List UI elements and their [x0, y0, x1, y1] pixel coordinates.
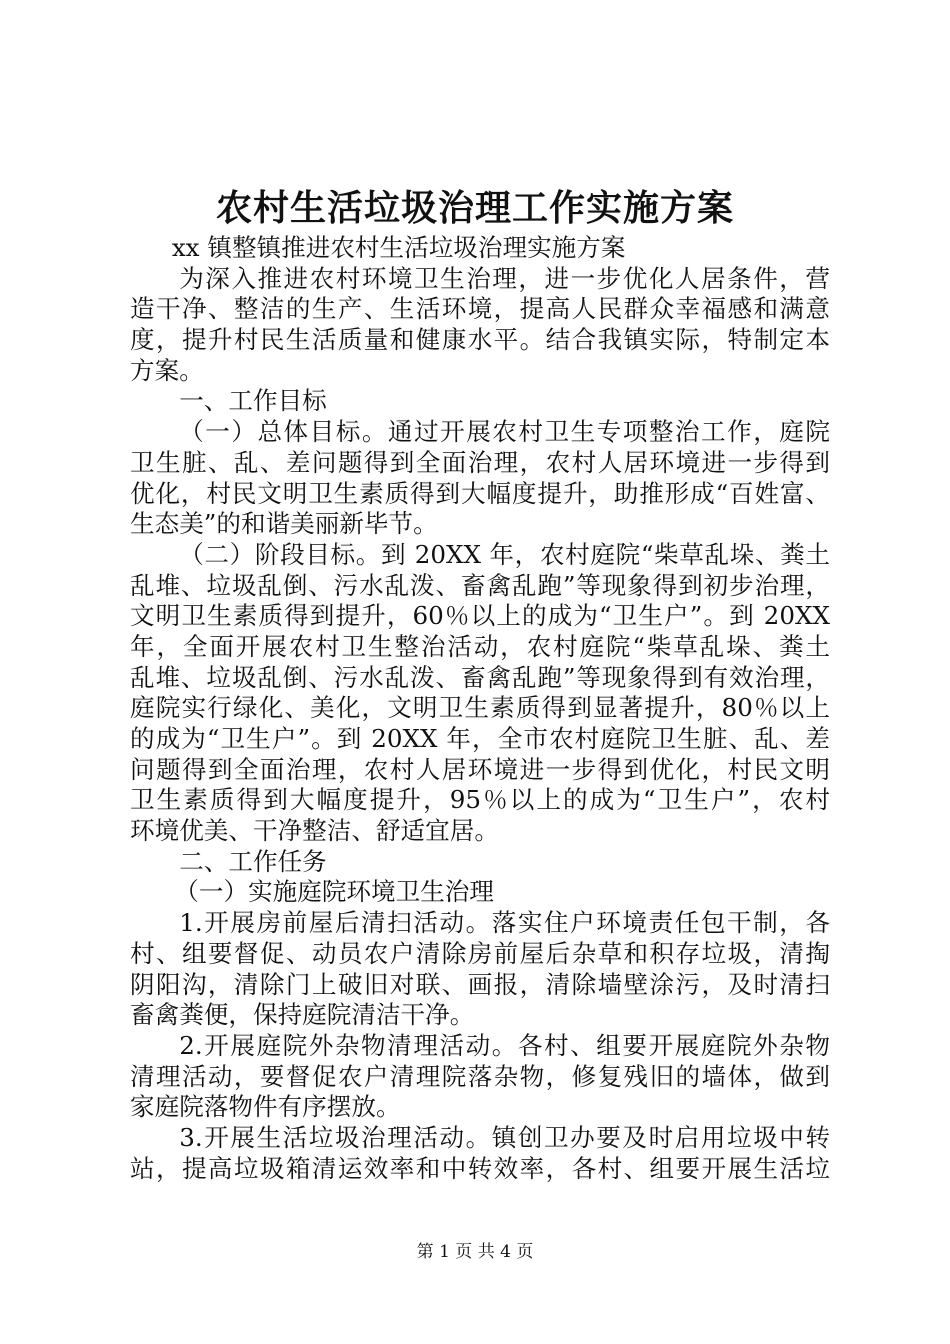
text-line: 阴阳沟，清除门上破旧对联、画报，清除墙壁涂污，及时清扫: [130, 969, 830, 999]
text-line: 度，提升村民生活质量和健康水平。结合我镇实际，特制定本: [130, 325, 830, 355]
text-line: 方案。: [130, 355, 204, 385]
text-line: 卫生素质得到大幅度提升，95％以上的成为“卫生户”，农村: [130, 785, 830, 815]
text-line: 生态美”的和谐美丽新毕节。: [130, 509, 438, 539]
text-line: 乱堆、垃圾乱倒、污水乱泼、畜禽乱跑”等现象得到有效治理，: [130, 662, 830, 692]
text-line: 为深入推进农村环境卫生治理，进一步优化人居条件，营: [179, 263, 830, 293]
text-line: 造干净、整洁的生产、生活环境，提高人民群众幸福感和满意: [130, 294, 830, 324]
text-line: 问题得到全面治理，农村人居环境进一步得到优化，村民文明: [130, 754, 830, 784]
text-line: （一）总体目标。通过开展农村卫生专项整治工作，庭院: [179, 417, 830, 447]
text-line: 一、工作目标: [179, 386, 327, 416]
text-line: 1.开展房前屋后清扫活动。落实住户环境责任包干制，各: [179, 908, 830, 938]
text-line: 庭院实行绿化、美化，文明卫生素质得到显著提升，80％以上: [130, 693, 830, 723]
document-title: 农村生活垃圾治理工作实施方案: [215, 187, 734, 229]
text-line: （一）实施庭院环境卫生治理: [174, 877, 494, 907]
text-line: 站，提高垃圾箱清运效率和中转效率，各村、组要开展生活垃: [130, 1153, 830, 1183]
text-line: 的成为“卫生户”。到 20XX 年，全市农村庭院卫生脏、乱、差: [130, 724, 830, 753]
text-line: xx 镇整镇推进农村生活垃圾治理实施方案: [171, 233, 626, 262]
text-line: 3.开展生活垃圾治理活动。镇创卫办要及时启用垃圾中转: [179, 1122, 830, 1152]
text-line: 家庭院落物件有序摆放。: [130, 1092, 401, 1122]
text-line: 村、组要督促、动员农户清除房前屋后杂草和积存垃圾，清掏: [130, 938, 830, 968]
text-line: 畜禽粪便，保持庭院清洁干净。: [130, 1000, 475, 1030]
text-line: 2.开展庭院外杂物清理活动。各村、组要开展庭院外杂物: [179, 1030, 830, 1060]
page-footer: 第 1 页 共 4 页: [416, 1242, 534, 1262]
text-line: 环境优美、干净整洁、舒适宜居。: [130, 816, 499, 846]
text-line: 乱堆、垃圾乱倒、污水乱泼、畜禽乱跑”等现象得到初步治理，: [130, 570, 830, 600]
text-line: （二）阶段目标。到 20XX 年，农村庭院“柴草乱垛、粪土: [179, 539, 830, 569]
document-body: [130, 233, 830, 1184]
text-line: 二、工作任务: [179, 846, 327, 876]
text-line: 优化，村民文明卫生素质得到大幅度提升，助推形成“百姓富、: [130, 478, 830, 508]
text-line: 卫生脏、乱、差问题得到全面治理，农村人居环境进一步得到: [130, 447, 830, 477]
text-line: 文明卫生素质得到提升，60％以上的成为“卫生户”。到 20XX: [130, 601, 830, 631]
text-line: 清理活动，要督促农户清理院落杂物，修复残旧的墙体，做到: [130, 1061, 830, 1091]
text-line: 年，全面开展农村卫生整治活动，农村庭院“柴草乱垛、粪土: [130, 631, 830, 661]
